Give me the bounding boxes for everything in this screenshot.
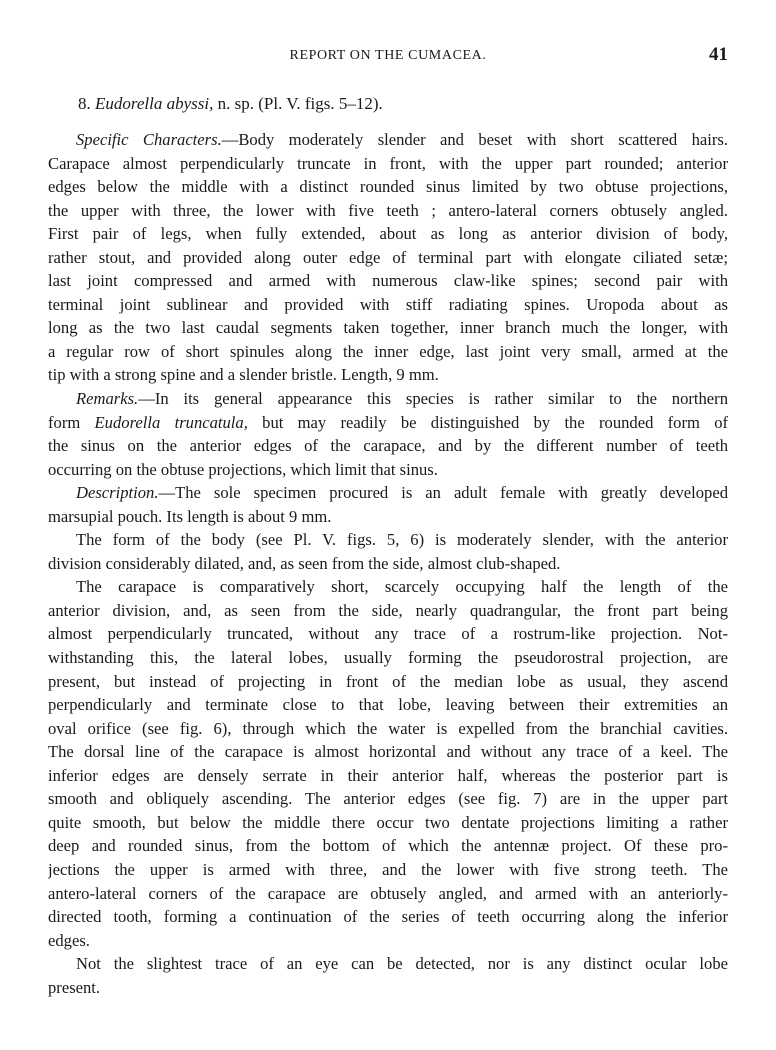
paragraph	[48, 528, 728, 575]
text-segment: —The sole specimen procured is an adult female with greatly developed	[158, 483, 728, 503]
text-segment: edges below the middle with a distinct rounded sinus limited by two obtuse projections,	[48, 177, 728, 197]
text-segment: —In its general appearance this species is rather similar to the northern	[138, 389, 728, 409]
text-segment: occurring on the obtuse projections, which limit that sinus.	[48, 459, 438, 479]
text-segment: Carapace almost perpendicularly truncate in front, with the upper part rounded; anterior	[48, 153, 728, 173]
italic-text: Eudorella truncatula,	[94, 412, 248, 432]
text-line	[48, 552, 728, 576]
text-line	[48, 434, 728, 458]
text-line	[48, 269, 728, 293]
text-segment: Not the slightest trace of an eye can be detected, nor is any distinct ocular lobe	[76, 954, 728, 974]
text-line	[48, 717, 728, 741]
text-line	[48, 905, 728, 929]
italic-text: Description.	[76, 483, 159, 503]
text-line	[48, 363, 728, 387]
paragraph	[48, 952, 728, 999]
text-line	[48, 340, 728, 364]
text-segment: quite smooth, but below the middle there occur two dentate projections limiting a rather	[48, 812, 728, 832]
paragraph	[48, 481, 728, 528]
text-line	[48, 458, 728, 482]
heading-number: 8.	[78, 94, 95, 113]
text-line	[48, 811, 728, 835]
text-segment: oval orifice (see fig. 6), through which the water is expelled from the branchial cavities.	[48, 718, 728, 738]
text-line	[48, 246, 728, 270]
text-segment: withstanding this, the lateral lobes, usually forming the pseudorostral projection, are	[48, 648, 728, 668]
text-line	[48, 952, 728, 976]
text-segment: last joint compressed and armed with numerous claw-like spines; second pair with	[48, 271, 728, 291]
text-segment: almost perpendicularly truncated, without any trace of a rostrum-like projection. Not-	[48, 624, 728, 644]
text-segment: The carapace is comparatively short, scarcely occupying half the length of the	[76, 577, 728, 597]
text-line	[48, 293, 728, 317]
text-line	[48, 152, 728, 176]
paragraph	[48, 128, 728, 387]
species-heading	[48, 92, 728, 116]
text-segment: smooth and obliquely ascending. The anterior edges (see fig. 7) are in the upper part	[48, 789, 728, 809]
text-line	[48, 882, 728, 906]
text-line	[48, 740, 728, 764]
text-line	[48, 199, 728, 223]
text-line	[48, 505, 728, 529]
text-segment: inferior edges are densely serrate in their anterior half, whereas the posterior part is	[48, 765, 728, 785]
text-line	[48, 929, 728, 953]
italic-text: Specific Characters.	[76, 130, 222, 149]
text-line	[48, 764, 728, 788]
text-line	[48, 316, 728, 340]
text-line	[48, 387, 728, 411]
text-segment: edges.	[48, 930, 90, 950]
text-line	[48, 693, 728, 717]
text-segment: present, but instead of projecting in front of the median lobe as usual, they ascend	[48, 671, 728, 691]
article-body	[48, 92, 728, 999]
text-line	[48, 976, 728, 1000]
text-segment: directed tooth, forming a continuation of the series of teeth occurring along the inferior	[48, 907, 728, 927]
text-line	[48, 858, 728, 882]
running-header	[48, 44, 728, 68]
text-line	[48, 834, 728, 858]
text-segment: antero-lateral corners of the carapace are obtusely angled, and armed with an anteriorly-	[48, 883, 728, 903]
running-title: REPORT ON THE CUMACEA.	[289, 48, 487, 63]
paragraph	[48, 387, 728, 481]
text-line	[48, 411, 728, 435]
text-segment: a regular row of short spinules along the inner edge, last joint very small, armed at the	[48, 341, 728, 361]
text-line	[48, 622, 728, 646]
text-line	[48, 787, 728, 811]
text-segment: division considerably dilated, and, as seen from the side, almost club-shaped.	[48, 553, 561, 573]
text-segment: tip with a strong spine and a slender bristle. Length, 9 mm.	[48, 365, 439, 385]
paragraph	[48, 575, 728, 952]
text-segment: present.	[48, 977, 101, 997]
paragraphs	[48, 128, 728, 999]
text-line	[48, 222, 728, 246]
italic-text: Remarks.	[76, 389, 139, 409]
text-segment: terminal joint sublinear and provided with stiff radiating spines. Uropoda about as	[48, 294, 728, 314]
heading-rest: n. sp. (Pl. V. figs. 5–12).	[213, 94, 383, 113]
text-segment: The dorsal line of the carapace is almost horizontal and without any trace of a keel. The	[48, 742, 728, 762]
text-segment: form	[48, 412, 95, 432]
text-segment: First pair of legs, when fully extended, about as long as anterior division of body,	[48, 224, 728, 244]
text-segment: but may readily be distinguished by the rounded form of	[247, 412, 728, 432]
text-segment: jections the upper is armed with three, and the lower with five strong teeth. The	[48, 859, 728, 879]
text-segment: The form of the body (see Pl. V. figs. 5, 6) is moderately slender, with the anterior	[76, 530, 728, 550]
text-line	[48, 599, 728, 623]
text-line	[48, 481, 728, 505]
text-segment: marsupial pouch. Its length is about 9 mm.	[48, 506, 332, 526]
text-line	[48, 646, 728, 670]
species-name: Eudorella abyssi,	[95, 94, 214, 113]
text-segment: deep and rounded sinus, from the bottom of which the antennæ project. Of these pro-	[48, 836, 728, 856]
text-line	[48, 175, 728, 199]
text-segment: long as the two last caudal segments taken together, inner branch much the longer, with	[48, 318, 728, 338]
text-line	[48, 575, 728, 599]
text-segment: perpendicularly and terminate close to that lobe, leaving between their extremities an	[48, 695, 728, 715]
text-segment: —Body moderately slender and beset with short scattered hairs.	[221, 130, 728, 149]
text-line	[48, 528, 728, 552]
text-line	[48, 670, 728, 694]
text-line	[48, 128, 728, 152]
text-segment: the sinus on the anterior edges of the carapace, and by the different number of teeth	[48, 436, 728, 456]
text-segment: anterior division, and, as seen from the side, nearly quadrangular, the front part being	[48, 600, 728, 620]
text-segment: rather stout, and provided along outer edge of terminal part with elongate ciliated setæ;	[48, 247, 728, 267]
page-number: 41	[709, 44, 728, 65]
text-segment: the upper with three, the lower with five teeth ; antero-lateral corners obtusely angled.	[48, 200, 728, 220]
